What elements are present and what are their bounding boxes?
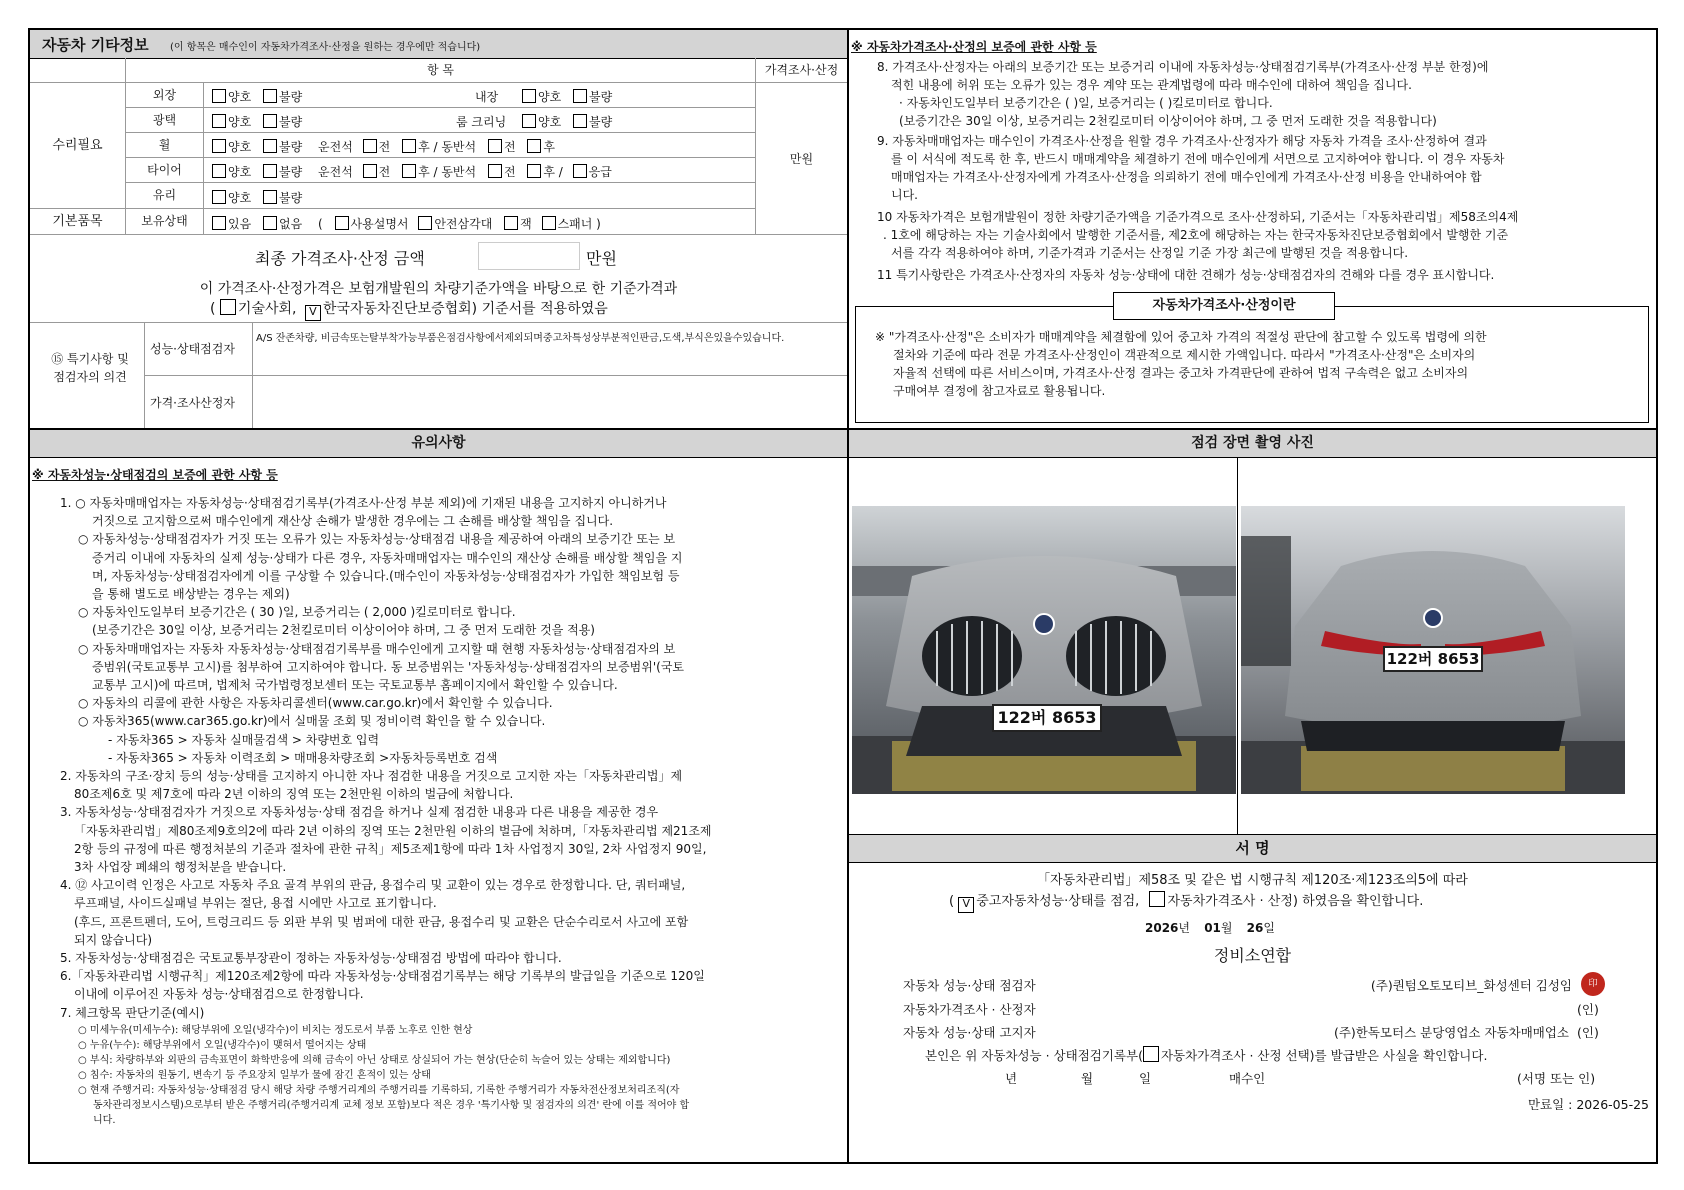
glass-good-checkbox[interactable]	[212, 190, 226, 204]
tire-bad-checkbox[interactable]	[263, 164, 277, 178]
col-price-header: 가격조사·산정	[756, 58, 847, 83]
exterior-label: 외장	[126, 83, 204, 108]
signature-date: 2026년 01월 26일	[1145, 921, 1275, 935]
room-clean-bad-checkbox[interactable]	[573, 114, 587, 128]
wheel-passenger-front-checkbox[interactable]	[488, 139, 502, 153]
tire-passenger-rear-checkbox[interactable]	[527, 164, 541, 178]
exterior-bad-checkbox[interactable]	[263, 89, 277, 103]
notice-header: 유의사항	[30, 430, 847, 458]
tire-good-checkbox[interactable]	[212, 164, 226, 178]
basis-kaa-checkbox[interactable]: V	[305, 305, 321, 321]
room-clean-good-checkbox[interactable]	[522, 114, 536, 128]
interior-label: 내장	[475, 90, 499, 104]
triangle-checkbox[interactable]	[418, 216, 432, 230]
car-info-note: (이 항목은 매수인이 자동차가격조사·산정을 원하는 경우에만 적습니다)	[170, 42, 481, 53]
tire-driver-rear-checkbox[interactable]	[402, 164, 416, 178]
confirm-price-checkbox[interactable]	[1149, 891, 1165, 907]
special-notes-label: ⑮ 특기사항 및 점검자의 의견	[51, 352, 129, 384]
notice-heading: ※ 자동차성능·상태점검의 보증에 관한 사항 등	[32, 468, 278, 482]
tire-emergency-checkbox[interactable]	[573, 164, 587, 178]
rear-inspection-photo	[1241, 506, 1625, 794]
tire-label: 타이어	[126, 158, 204, 183]
gloss-good-checkbox[interactable]	[212, 114, 226, 128]
front-inspection-photo	[852, 506, 1236, 794]
signature-section	[849, 835, 1656, 1162]
photo-header: 점검 장면 촬영 사진	[849, 430, 1656, 458]
buyer-month: 월	[1081, 1071, 1094, 1086]
notice-section	[30, 430, 847, 1162]
wheel-label: 휠	[126, 133, 204, 158]
buyer-year: 년	[1005, 1071, 1018, 1086]
glass-bad-checkbox[interactable]	[263, 190, 277, 204]
price-warranty-list: 8. 가격조사·산정자는 아래의 보증기간 또는 보증거리 이내에 자동차성능·상태점검기록부(가격조사·산정 부분 한정)에 적힌 내용에 허위 또는 오류가 있는 경우 계약 또는 관계법령에 따라 매수인에 대하여 책임을 집니다. · 자동차인도일부터 보증기간은 ( )일, 보증거리는 ( )킬로미터로 합니다. (보증기간은 30일 이상, 보증거리는 2천킬로미터 이상이어야 하며, 그 중 먼저 도래한 것을 적용합니다) 9. 자동차매매업자는 매수인이 가격조사·산정을 원할 경우 가격조사·산정자가 해당 자동차 가격을 조사·산정하여 결과 를 이 서식에 적도록 한 후, 반드시 매매계약을 체결하기 전에 매수인에게 서면으로 고지하여야 합니다. 이 경우 자동차 매매업자는 가격조사·산정자에게 가격조사·산정을 의뢰하기 전에 매수인에게 가격조사·산정 비용을 안내하여야 합 니다. 10 자동차가격은 보험개발원이 정한 차량기준가액을 기준가격으로 조사·산정하되, 기준서는「자동차관리법」제58조의4제 . 1호에 해당하는 자는 기술사회에서 발행한 기준서를, 제2호에 해당하는 자는 한국자동차진단보증협회에서 발행한 기준 서를 각각 적용하여야 하며, 기준가격과 기준서는 산정일 기준 가장 최근에 발행된 것을 적용합니다. 11 특기사항란은 가격조사·산정자의 자동차 성능·상태에 대한 견해가 성능·상태점검자의 견해와 다를 경우 표시합니다.	[877, 60, 1519, 282]
gloss-label: 광택	[126, 108, 204, 133]
inspection-record-page	[28, 28, 1658, 1164]
final-amount-label: 최종 가격조사·산정 금액	[255, 249, 425, 268]
signature-org: 정비소연합	[1213, 946, 1292, 965]
rear-license-plate: 122버 8653	[1383, 646, 1483, 672]
notifier-seal: (인)	[1577, 1025, 1599, 1040]
interior-good-checkbox[interactable]	[522, 89, 536, 103]
price-definition-text: ※ "가격조사·산정"은 소비자가 매매계약을 체결함에 있어 중고차 가격의 적절성 판단에 참고할 수 있도록 법령에 의한 절차와 기준에 따라 전문 가격조사·산정인이 객관적으로 제시한 가액입니다. 따라서 "가격조사·산정"은 소비자의 자율적 선택에 따른 서비스이며, 가격조사·산정 결과는 중고차 가격판단에 관하여 법적 구속력은 없고 소비자의 구매여부 결정에 참고자료로 활용됩니다.	[875, 330, 1487, 398]
perf-inspector-label: 성능·상태점검자	[150, 342, 235, 356]
gloss-bad-checkbox[interactable]	[263, 114, 277, 128]
car-info-title: 자동차 기타정보	[42, 36, 149, 54]
wheel-driver-rear-checkbox[interactable]	[402, 139, 416, 153]
signature-header: 서 명	[849, 835, 1656, 863]
signature-law-line: 「자동차관리법」제58조 및 같은 법 시행규칙 제120조·제123조의5에 따라	[1037, 873, 1468, 888]
price-inspector-sign-label: 자동차가격조사 · 산정자	[903, 1002, 1036, 1017]
repair-needed-label: 수리필요	[30, 83, 126, 209]
receipt-price-checkbox[interactable]	[1143, 1046, 1159, 1062]
notifier-value: (주)한독모터스 분당영업소 자동차매매업소	[1333, 1025, 1569, 1040]
owned-no-checkbox[interactable]	[263, 216, 277, 230]
buyer-day: 일	[1139, 1071, 1152, 1086]
receipt-line: 본인은 위 자동차성능 · 상태점검기록부( 자동차가격조사 · 산정 선택)를 발급받은 사실을 확인합니다.	[925, 1048, 1488, 1063]
inspector-label: 자동차 성능·상태 점검자	[903, 978, 1036, 993]
price-warranty-section	[849, 30, 1656, 428]
photo-section	[849, 430, 1656, 834]
basis-line-2: ( 기술사회, V 한국자동차진단보증협회) 기준서를 적용하였음	[210, 298, 608, 321]
spanner-checkbox[interactable]	[542, 216, 556, 230]
exterior-good-checkbox[interactable]	[212, 89, 226, 103]
inspector-seal-icon: 印	[1581, 972, 1605, 996]
price-inspector-label: 가격·조사산정자	[150, 396, 235, 410]
tire-driver-front-checkbox[interactable]	[363, 164, 377, 178]
jack-checkbox[interactable]	[504, 216, 518, 230]
car-info-header	[30, 30, 847, 59]
price-unit-cell: 만원	[756, 83, 847, 235]
room-clean-label: 룸 크리닝	[456, 115, 507, 129]
check-criteria-list: ○ 미세누유(미세누수): 해당부위에 오일(냉각수)이 비치는 정도로서 부품 노후로 인한 현상 ○ 누유(누수): 해당부위에서 오일(냉각수)이 맺혀서 떨어지는 상태 ○ 부식: 차량하부와 외판의 금속표면이 화학반응에 의해 금속이 아닌 상태로 상실되어 가는 현상(단순히 녹슬어 있는 상태는 제외합니다) ○ 침수: 자동차의 원동기, 변속기 등 주요장치 일부가 물에 잠긴 흔적이 있는 상태 ○ 현재 주행거리: 자동차성능·상태점검 당시 해당 차량 주행거리계의 주행거리를 기록하되, 기록한 주행거리가 자동차전산정보처리조직(자 동차관리정보시스템)으로부터 받은 주행거리(주행거리계 교체 정보 포함)보다 적은 경우 '특기사항 및 점검자의 의견' 란에 이를 적어야 합 니다.	[78, 1025, 690, 1126]
confirm-perf-checkbox[interactable]: V	[958, 897, 974, 913]
inspector-value: (주)퀀텀오토모티브_화성센터 김성임	[1370, 978, 1572, 993]
glass-label: 유리	[126, 183, 204, 209]
price-definition-title: 자동차가격조사·산정이란	[1113, 292, 1335, 320]
perf-inspector-opinion: A/S 잔존차량, 비금속또는탈부착가능부품은점검사항에서제외되며중고차특성상부분적인판금,도색,부식은있을수있습니다.	[256, 333, 785, 344]
price-warranty-heading: ※ 자동차가격조사·산정의 보증에 관한 사항 등	[851, 40, 1097, 54]
buyer-label: 매수인	[1229, 1071, 1266, 1086]
wheel-driver-front-checkbox[interactable]	[363, 139, 377, 153]
expiry-date: 만료일 : 2026-05-25	[1527, 1097, 1649, 1112]
tire-passenger-front-checkbox[interactable]	[488, 164, 502, 178]
front-car-image	[852, 506, 1236, 794]
basis-line-1: 이 가격조사·산정가격은 보험개발원의 차량기준가액을 바탕으로 한 기준가격과	[199, 281, 678, 297]
basic-items-label: 기본품목	[30, 209, 126, 235]
wheel-bad-checkbox[interactable]	[263, 139, 277, 153]
signature-confirm-line: ( V 중고자동차성능·상태를 점검, 자동차가격조사 · 산정) 하였음을 확인합니다.	[949, 890, 1423, 913]
notifier-label: 자동차 성능·상태 고지자	[903, 1025, 1036, 1040]
owned-label: 보유상태	[126, 209, 204, 235]
front-license-plate: 122버 8653	[992, 704, 1102, 732]
car-info-section: 자동차 기타정보 (이 항목은 매수인이 자동차가격조사·산정을 원하는 경우에만 적습니다) 항 목 가격조사·산정 수리필요 기본품목 외장 광택 휠 타이어 유리 보유상태 만원 양호 불량 내장 양호 불량 양호 불량 룸 크리닝 양호 불량 양호 불량 운전석 전 후 / 동반석 전 후 양호 불량 운전석 전 후 / 동반석 전 후 / 응급 양호 불량 있음 없음 ( 사용설명서 안전삼각대 잭 스패너 ) 최종 가격조사·산정 금액 만원 이 가격조사·산정가격은 보험개발원의 차량기준가액을 바탕으로 한 기준가격과 ( 기술사회, V 한국자동차진단보증협회) 기준서를 적용하였음 ⑮ 특기사항 및 점검자의 의견 성능·상태점검자 A/S 잔존차량, 비금속또는탈부착가능부품은점검사항에서제외되며중고차특성상부분적인판금,도색,부식은있을수있습니다. 가격·조사산정자	[30, 30, 847, 428]
wheel-passenger-rear-checkbox[interactable]	[527, 139, 541, 153]
buyer-sign-field[interactable]: (서명 또는 인)	[1517, 1071, 1596, 1086]
interior-bad-checkbox[interactable]	[573, 89, 587, 103]
final-amount-unit: 만원	[586, 249, 617, 268]
price-inspector-seal: (인)	[1577, 1002, 1599, 1017]
notice-list: 1. ○ 자동차매매업자는 자동차성능·상태점검기록부(가격조사·산정 부분 제외)에 기재된 내용을 고지하지 아니하거나 거짓으로 고지함으로써 매수인에게 재산상 손해가 발생한 경우에는 그 손해를 배상할 책임을 집니다. ○ 자동차성능·상태점검자가 거짓 또는 오류가 있는 자동차성능·상태점검 내용을 제공하여 아래의 보증기간 또는 보 증거리 이내에 자동차의 실제 성능·상태가 다른 경우, 자동차매매업자는 매수인의 재산상 손해를 배상할 책임을 지 며, 자동차성능·상태점검자에게 이를 구상할 수 있습니다.(매수인이 자동차성능·상태점검자가 가입한 책임보험 등 을 통해 별도로 배상받는 경우는 제외) ○ 자동차인도일부터 보증기간은 ( 30 )일, 보증거리는 ( 2,000 )킬로미터로 합니다. (보증기간은 30일 이상, 보증거리는 2천킬로미터 이상이어야 하며, 그 중 먼저 도래한 것을 적용) ○ 자동차매매업자는 자동차 자동차성능·상태점검기록부를 매수인에게 고지할 때 현행 자동차성능·상태점검자의 보 증범위(국토교통부 고시)를 첨부하여 고지하여야 합니다. 동 보증범위는 '자동차성능·상태점검자의 보증범위'(국토 교통부 고시)에 따르며, 법제처 국가법령정보센터 또는 국토교통부 홈페이지에서 확인할 수 있습니다. ○ 자동차의 리콜에 관한 사항은 자동차리콜센터(www.car.go.kr)에서 확인할 수 있습니다. ○ 자동차365(www.car365.go.kr)에서 실매물 조회 및 정비이력 확인을 할 수 있습니다. - 자동차365 > 자동차 실매물검색 > 차량번호 입력 - 자동차365 > 자동차 이력조회 > 매매용차량조회 >자동차등록번호 검색 2. 자동차의 구조·장치 등의 성능·상태를 고지하지 아니한 자나 점검한 내용을 거짓으로 고지한 자는「자동차관리법」제 80조제6호 및 제7호에 따라 2년 이하의 징역 또는 2천만원 이하의 벌금에 처합니다. 3. 자동차성능·상태점검자가 거짓으로 자동차성능·상태 점검을 하거나 실제 점검한 내용과 다른 내용을 제공한 경우 「자동차관리법」제80조제9호의2에 따라 2년 이하의 징역 또는 2천만원 이하의 벌금에 처하며,「자동차관리법 제21조제 2항 등의 규정에 따른 행정처분의 기준과 절차에 관한 규칙」제5조제1항에 따라 1차 사업정지 30일, 2차 사업정지 90일, 3차 사업장 폐쇄의 행정처분을 받습니다. 4. ⑫ 사고이력 인정은 사고로 자동차 주요 골격 부위의 판금, 용접수리 및 교환이 있는 경우로 한정합니다. 단, 쿼터패널, 루프패널, 사이드실패널 부위는 절단, 용접 시에만 사고로 표기합니다. (후드, 프론트펜더, 도어, 트렁크리드 등 외판 부위 및 범퍼에 대한 판금, 용접수리 및 교환은 단순수리로서 사고에 포함 되지 않습니다) 5. 자동차성능·상태점검은 국토교통부장관이 정하는 자동차성능·상태점검 방법에 따라야 합니다. 6.「자동차관리법 시행규칙」제120조제2항에 따라 자동차성능·상태점검기록부는 해당 기록부의 발급일을 기준으로 120일 이내에 이루어진 자동차 성능·상태점검으로 한정합니다. 7. 체크항목 판단기준(예시)	[60, 496, 712, 1020]
manual-checkbox[interactable]	[335, 216, 349, 230]
col-item-header: 항 목	[126, 58, 756, 83]
basis-tech-checkbox[interactable]	[220, 299, 236, 315]
owned-yes-checkbox[interactable]	[212, 216, 226, 230]
final-amount-input[interactable]	[478, 242, 580, 270]
wheel-good-checkbox[interactable]	[212, 139, 226, 153]
